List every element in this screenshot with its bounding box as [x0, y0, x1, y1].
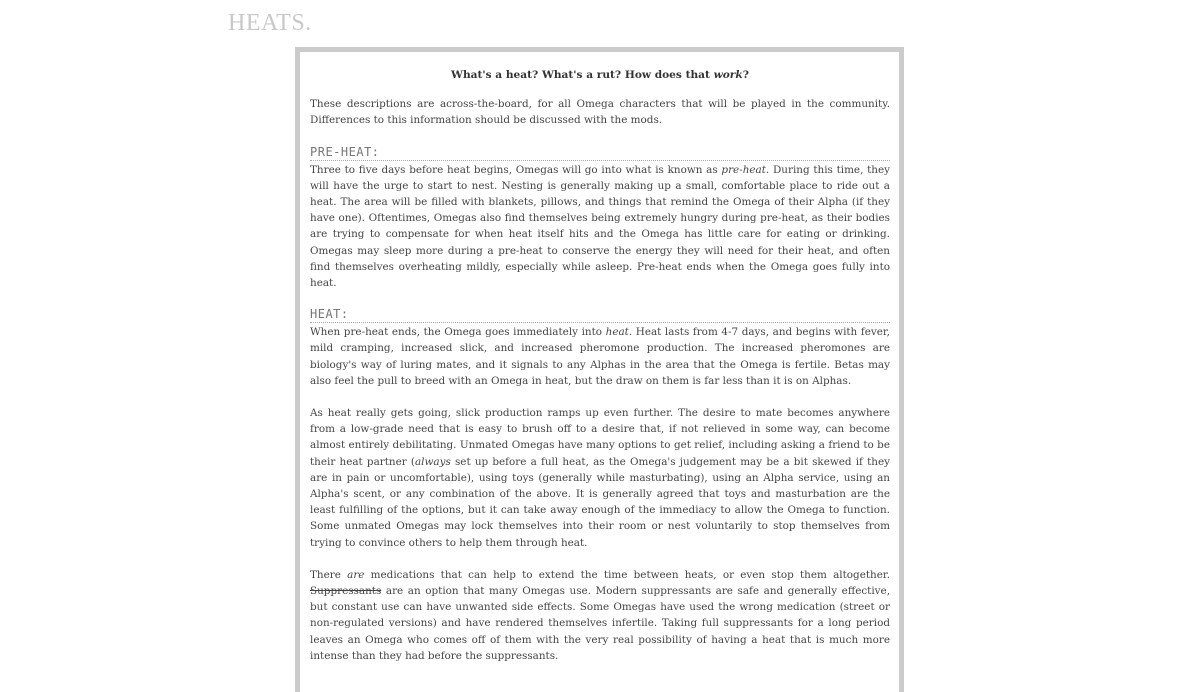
preheat-text: Three to five days before heat begins, Omegas will go into what is known as — [310, 163, 722, 176]
heading-end: ? — [742, 69, 749, 81]
preheat-paragraph — [310, 162, 890, 292]
heat-p1-emphasis: heat — [605, 326, 629, 339]
faq-heading — [310, 67, 890, 83]
section-title-preheat: PRE-HEAT: — [310, 145, 890, 161]
section-title-heat: HEAT: — [310, 307, 890, 323]
heat-p2-text-cont: set up before a full heat, as the Omega's judgement may be a bit skewed if they are in pain or uncomfortable), using toys (generally while masturbating), using an Alpha service, using an Alpha's scent, or any combination of the above. It is generally agreed that toys and masturbation are the least fulfilling of the options, but it can take away enough of the immediacy to allow the Omega to function. Some unmated Omegas may lock themselves into their room or nest voluntarily to stop themselves from trying to convince others to help them through heat. — [310, 455, 890, 549]
heat-p3-text: There — [310, 568, 348, 581]
heat-p2-text: As heat really gets going, slick production ramps up even further. The desire to mate becomes anywhere from a low-grade need that is easy to brush off to a desire that, if not relieved in some way, can become almost entirely debilitating. Unmated Omegas have many options to get relief, including asking a friend to be their heat partner ( — [310, 407, 890, 468]
heat-p1-text: When pre-heat ends, the Omega goes immediately into — [310, 326, 606, 339]
suppressants-strikethrough: Suppressants — [310, 585, 382, 598]
heat-paragraph-3 — [310, 567, 890, 664]
content-box — [295, 47, 904, 692]
heading-text: What's a heat? What's a rut? How does that — [451, 69, 714, 81]
preheat-emphasis: pre-heat — [721, 163, 766, 176]
heat-paragraph-1 — [310, 324, 890, 389]
heading-emphasis: work — [713, 69, 743, 81]
heat-p1-text-cont: . Heat lasts from 4-7 days, and begins with fever, mild cramping, increased slick, and increased pheromone production. The increased pheromones are biology's way of luring mates, and it signals to any Alphas in the area that the Omega is fertile. Betas may also feel the pull to breed with an Omega in heat, but the draw on them is far less than it is on Alphas. — [310, 326, 890, 387]
heat-paragraph-2 — [310, 405, 890, 551]
content-inner — [300, 52, 899, 664]
heat-p3-emphasis: are — [347, 568, 365, 581]
heat-p2-emphasis: always — [414, 455, 451, 468]
page-title: HEATS. — [228, 10, 312, 36]
preheat-text-cont: . During this time, they will have the urge to start to nest. Nesting is generally making up a small, comfortable place to ride out a heat. The area will be filled with blankets, pillows, and things that remind the Omega of their Alpha (if they have one). Oftentimes, Omegas also find themselves being extremely hungry during pre-heat, as their bodies are trying to compensate for when heat itself hits and the Omega has little care for eating or drinking. Omegas may sleep more during a pre-heat to conserve the energy they will need for their heat, and often find themselves overheating mildly, especially while asleep. Pre-heat ends when the Omega goes fully into heat. — [310, 163, 890, 290]
intro-paragraph: These descriptions are across-the-board, for all Omega characters that will be played in the community. Differences to this information should be discussed with the mods. — [310, 98, 890, 127]
heat-p3-text-cont: medications that can help to extend the time between heats, or even stop them altogether. — [364, 568, 890, 581]
heat-p3-text-end: are an option that many Omegas use. Modern suppressants are safe and generally effective, but constant use can have unwanted side effects. Some Omegas have used the wrong medication (street or non-regulated versions) and have rendered themselves infertile. Taking full suppressants for a long period leaves an Omega who comes off of them with the very real possibility of having a heat that is much more intense than they had before the suppressants. — [310, 585, 890, 662]
